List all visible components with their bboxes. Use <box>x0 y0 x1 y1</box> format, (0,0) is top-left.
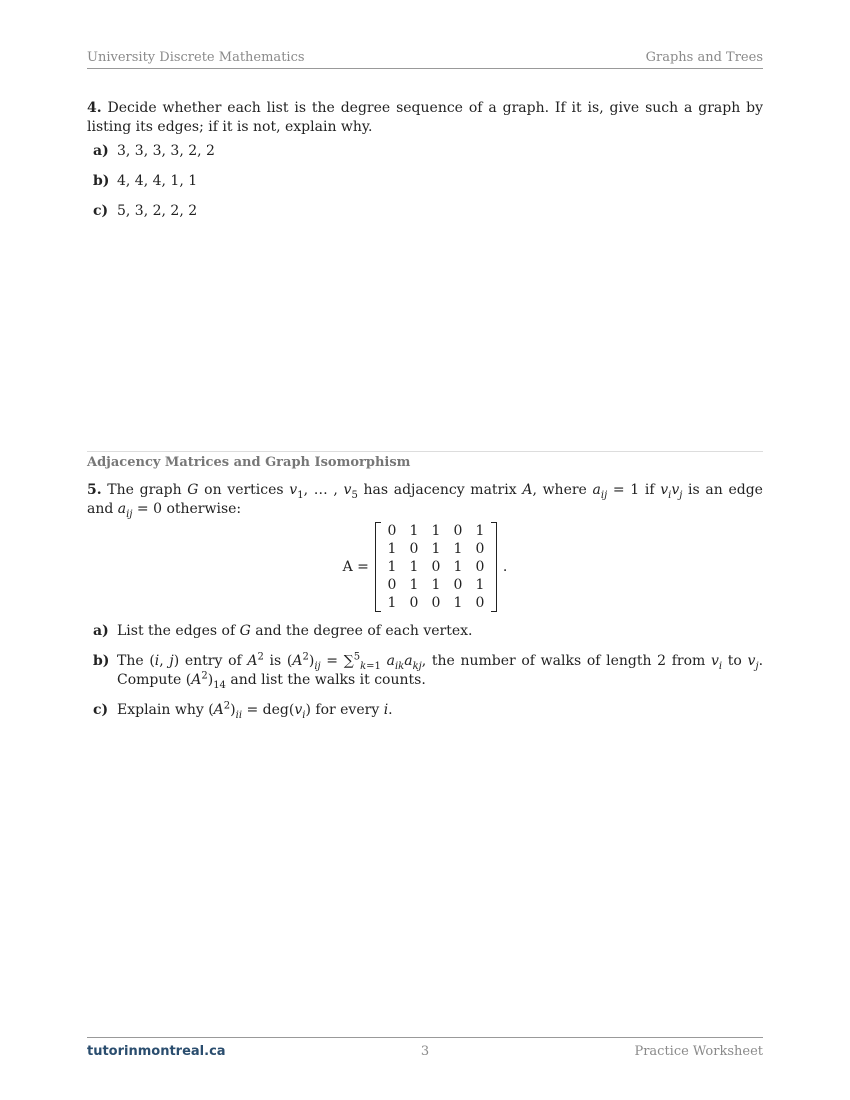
matrix-cell: 1 <box>409 559 419 575</box>
matrix-cell: 1 <box>387 595 397 611</box>
part-label: a) <box>93 623 109 639</box>
part-text: 5, 3, 2, 2, 2 <box>117 203 198 219</box>
matrix-cell: 1 <box>387 541 397 557</box>
problem-5-statement: 5. The graph G on vertices $v_1$, … , $v_5$ has adjacency matrix A, where $a_{ij} = 1$ if $v_iv_j$ is an edge and $a_{ij} = 0$ otherwise: <box>87 482 763 520</box>
matrix-cell: 0 <box>475 541 485 557</box>
matrix-cell: 1 <box>431 541 441 557</box>
matrix-cell: 1 <box>409 523 419 539</box>
matrix-cell: 0 <box>409 541 419 557</box>
problem-4-part-b <box>93 172 763 191</box>
page-number: 3 <box>420 1044 430 1059</box>
matrix-cell: 0 <box>431 595 441 611</box>
footer-site-link[interactable]: tutorinmontreal.ca <box>87 1044 226 1059</box>
matrix-cell: 0 <box>387 523 397 539</box>
header-course: University Discrete Mathematics <box>87 50 305 65</box>
problem-4-part-a <box>93 142 763 161</box>
problem-5 <box>87 481 763 731</box>
part-text: 4, 4, 4, 1, 1 <box>117 173 198 189</box>
footer-label: Practice Worksheet <box>634 1044 763 1059</box>
problem-5-parts <box>93 622 763 720</box>
section-title: Adjacency Matrices and Graph Isomorphism <box>87 455 411 470</box>
matrix-cell: 0 <box>475 595 485 611</box>
section-divider <box>87 451 763 452</box>
problem-4-number: 4. <box>87 100 102 116</box>
problem-5-part-a <box>93 622 763 641</box>
part-label: c) <box>93 702 109 718</box>
matrix-lhs: A = <box>342 558 369 575</box>
matrix-cell: 1 <box>475 577 485 593</box>
part-text: List the edges of G and the degree of each vertex. <box>117 623 473 639</box>
matrix-cell: 1 <box>409 577 419 593</box>
matrix-cell: 0 <box>453 577 463 593</box>
matrix-cell: 1 <box>453 595 463 611</box>
problem-4-statement <box>87 99 763 137</box>
part-text: Explain why $(A^2)_{ii} = deg(v_i)$ for every i. <box>117 700 393 721</box>
page-header <box>87 50 763 69</box>
page-footer <box>87 1037 763 1059</box>
matrix-cell: 0 <box>409 595 419 611</box>
header-topic: Graphs and Trees <box>645 50 763 65</box>
matrix-cell: 0 <box>431 559 441 575</box>
matrix-cell: 1 <box>453 559 463 575</box>
matrix-cell: 0 <box>475 559 485 575</box>
problem-4-parts <box>93 142 763 221</box>
matrix-cell: 1 <box>475 523 485 539</box>
problem-4-text: Decide whether each list is the degree sequence of a graph. If it is, give such a graph by listing its edges; if it is not, explain why. <box>87 100 764 135</box>
problem-4 <box>87 99 763 232</box>
matrix-cell: 1 <box>431 577 441 593</box>
part-label: b) <box>93 173 110 189</box>
matrix-cell: 1 <box>431 523 441 539</box>
part-label: a) <box>93 143 109 159</box>
problem-5-part-c <box>93 701 763 720</box>
matrix-cell: 1 <box>387 559 397 575</box>
matrix-cell: 1 <box>453 541 463 557</box>
adjacency-matrix-display <box>87 522 763 612</box>
matrix-period: . <box>502 558 508 575</box>
problem-4-part-c <box>93 202 763 221</box>
part-text: The (i, j) entry of $A^2$ is $(A^2)_{ij} = \sum^5_{k=1}$ $a_{ik}a_{kj}$, the number of walks of length 2 from $v_i$ to $v_j$. Compute $(A^2)_{14}$ and list the walks it counts. <box>117 651 764 691</box>
matrix-cell: 0 <box>387 577 397 593</box>
part-text: 3, 3, 3, 3, 2, 2 <box>117 143 215 159</box>
part-label: c) <box>93 203 109 219</box>
problem-5-number: 5. <box>87 482 102 498</box>
matrix-cell: 0 <box>453 523 463 539</box>
problem-5-part-b <box>93 652 763 690</box>
part-label: b) <box>93 653 110 669</box>
adjacency-matrix <box>375 522 497 612</box>
